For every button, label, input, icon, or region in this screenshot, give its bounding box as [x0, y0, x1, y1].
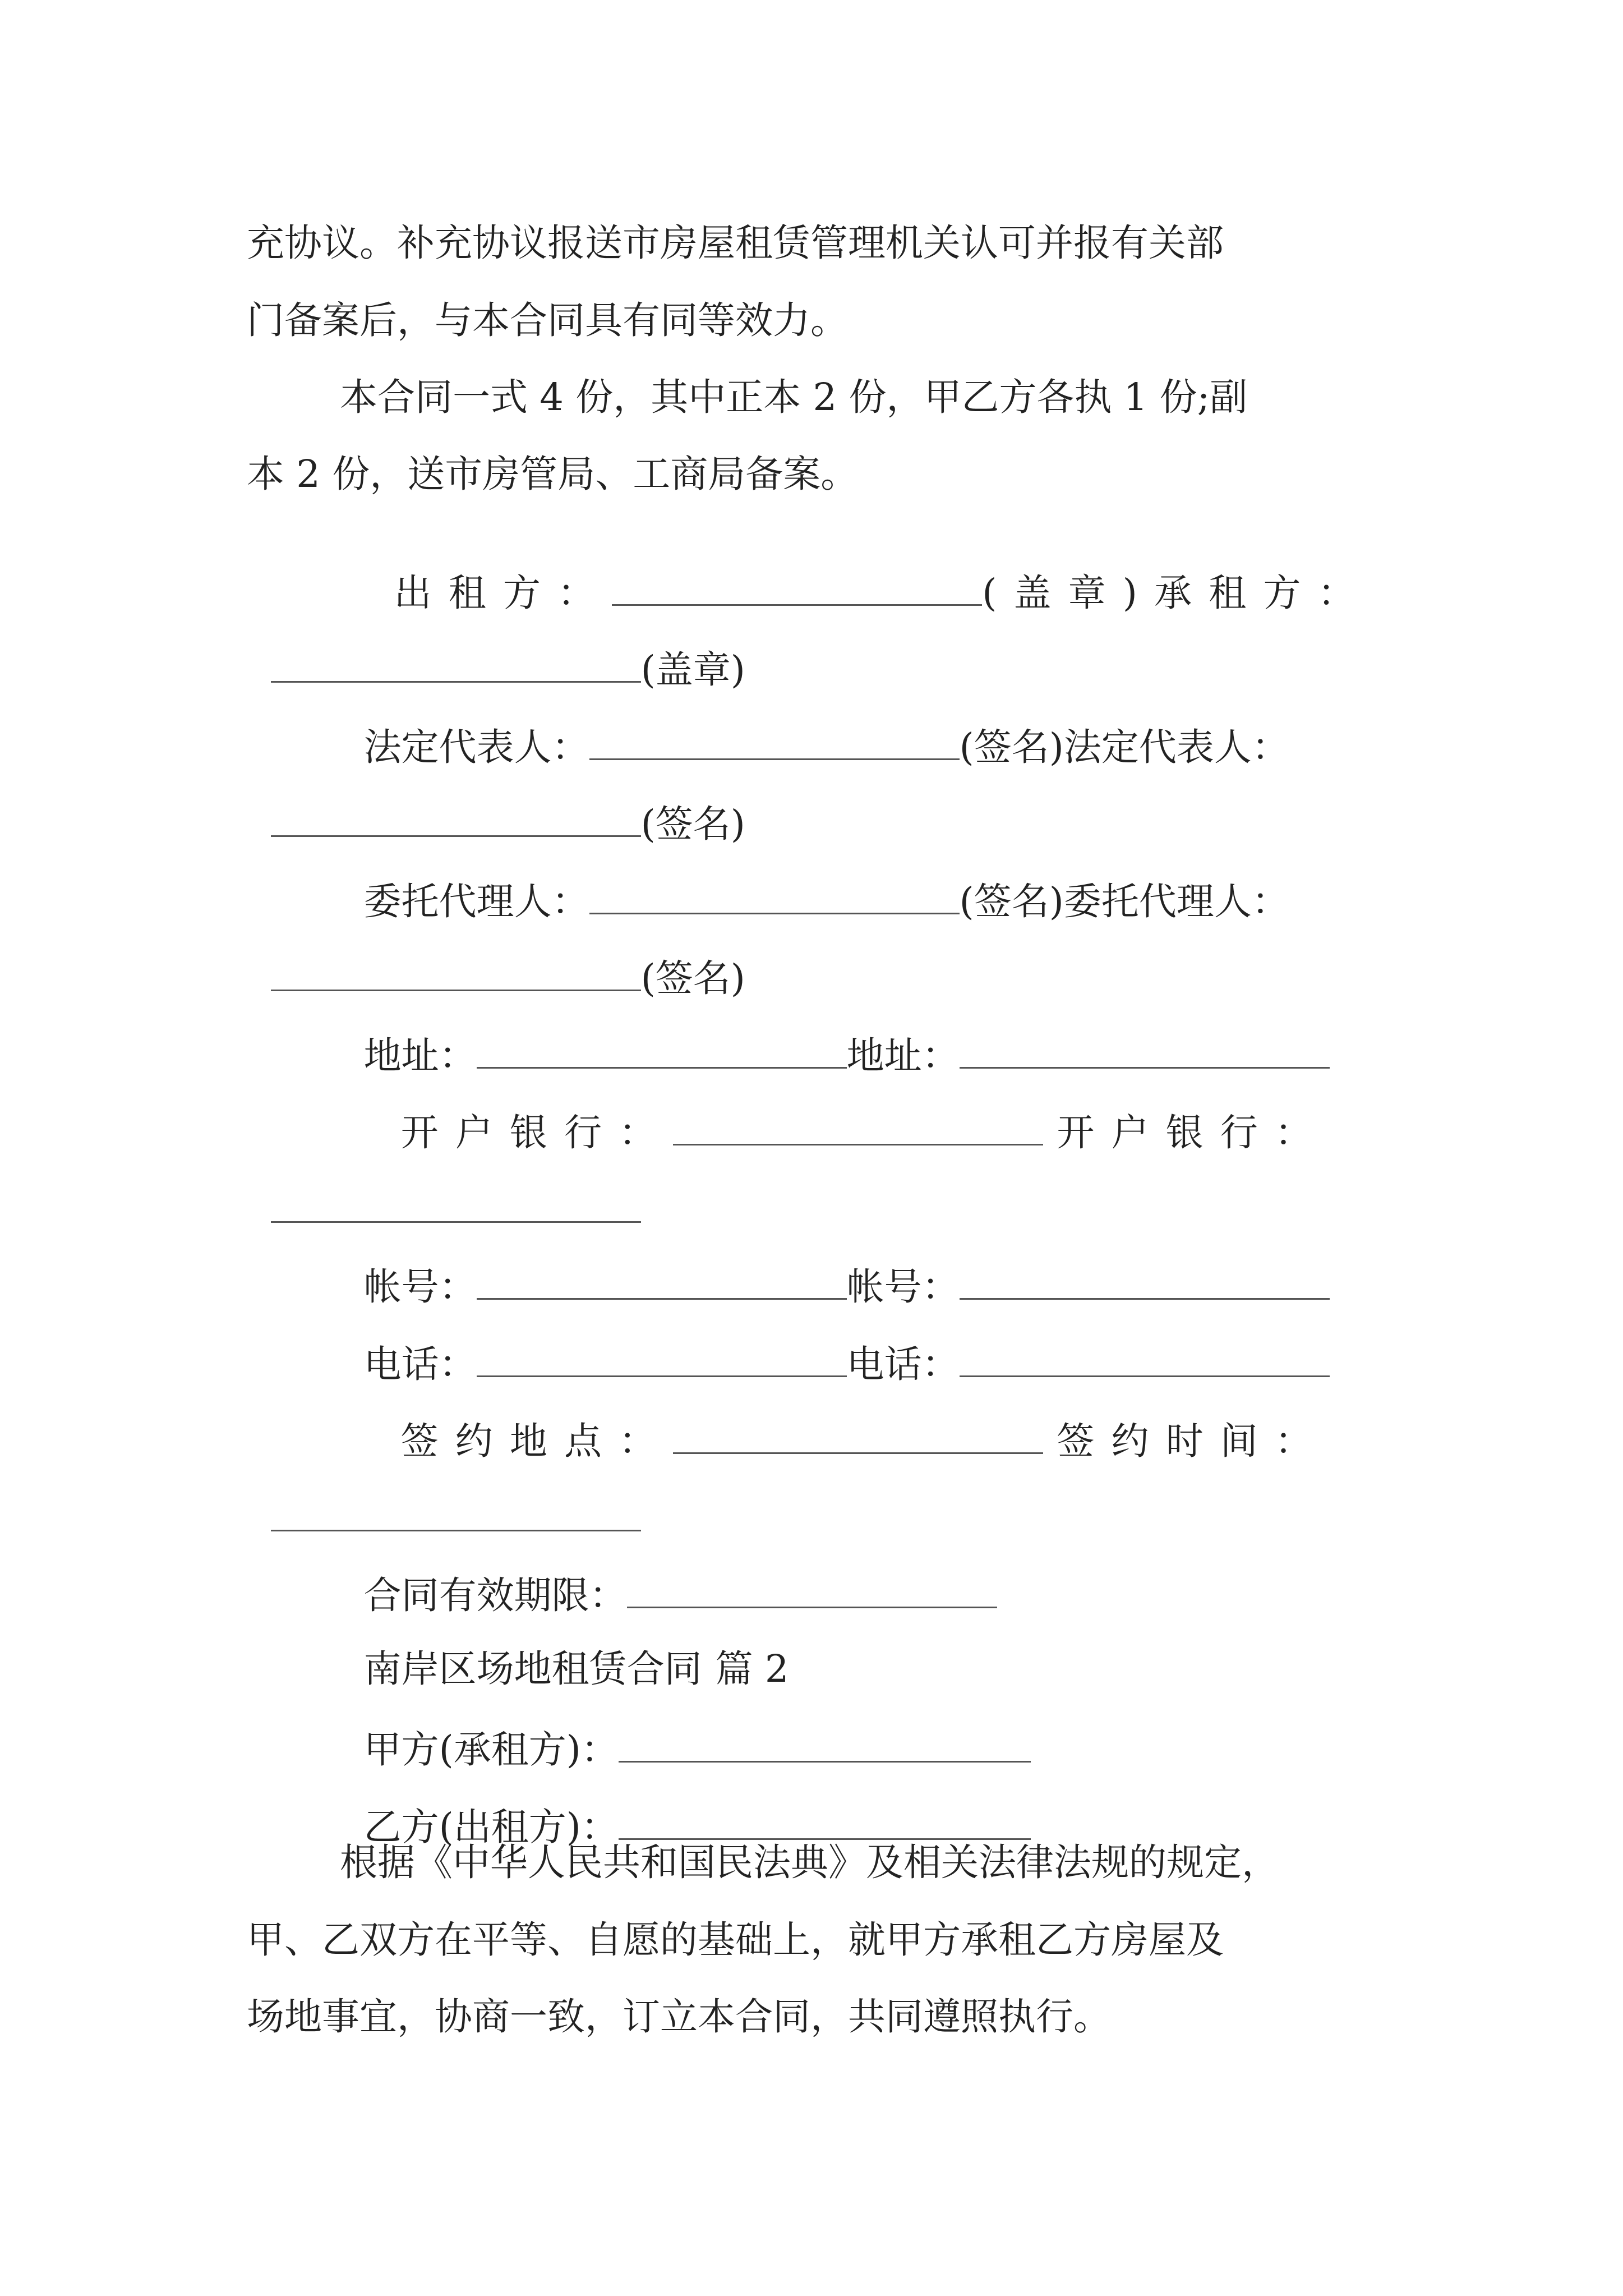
signature-label: (签名)	[959, 880, 1064, 923]
legal-rep-blank[interactable]	[271, 802, 641, 837]
agent-row-2	[247, 918, 745, 1000]
legal-rep-row	[340, 687, 1289, 769]
validity-row	[340, 1535, 997, 1617]
party-b-row	[340, 1767, 1031, 1849]
agent-blank[interactable]	[589, 879, 960, 914]
contract-title: 南岸区场地租赁合同	[363, 1647, 702, 1691]
paragraph-line: 场地事宜，协商一致，订立本合同，共同遵照执行。	[247, 1995, 1111, 2039]
agent-blank[interactable]	[271, 956, 641, 991]
bank-row	[377, 1073, 1329, 1152]
lessee-row	[247, 610, 745, 692]
signature-label: (签名)	[959, 725, 1064, 769]
phone-blank[interactable]	[960, 1342, 1330, 1377]
party-a-blank[interactable]	[619, 1727, 1031, 1763]
paragraph-line: 本 2 份，送市房管局、工商局备案。	[247, 452, 859, 496]
paragraph-line: 甲、乙双方在平等、自愿的基础上，就甲方承租乙方房屋及	[247, 1918, 1224, 1962]
phone-label: 电话：	[846, 1342, 960, 1386]
contract-heading	[340, 1613, 789, 1691]
validity-blank[interactable]	[627, 1573, 997, 1608]
agent-label: 委托代理人：	[1063, 880, 1289, 923]
sign-place-blank[interactable]	[673, 1419, 1043, 1454]
address-row	[340, 996, 1330, 1078]
sign-place-label: 签约地点：	[400, 1419, 674, 1463]
address-blank[interactable]	[477, 1033, 847, 1069]
address-blank[interactable]	[960, 1033, 1330, 1069]
agent-label: 委托代理人：	[363, 880, 589, 923]
party-b-blank[interactable]	[619, 1805, 1031, 1840]
agent-row	[340, 841, 1289, 921]
account-blank[interactable]	[477, 1264, 847, 1300]
account-row	[340, 1227, 1330, 1309]
phone-blank[interactable]	[477, 1342, 847, 1377]
address-label: 地址：	[846, 1034, 960, 1078]
address-label: 地址：	[363, 1034, 477, 1078]
phone-row	[340, 1304, 1330, 1386]
account-blank[interactable]	[960, 1264, 1330, 1300]
bank-blank[interactable]	[271, 1188, 641, 1223]
legal-rep-blank[interactable]	[589, 725, 960, 760]
paragraph-line: 本合同一式 4 份，其中正本 2 份，甲乙方各执 1 份;副	[340, 375, 1248, 419]
paragraph-line: 门备案后，与本合同具有同等效力。	[247, 298, 848, 342]
lessor-row	[370, 533, 1372, 615]
bank-label: 开户银行：	[1057, 1111, 1330, 1154]
lessor-label: 出租方：	[394, 571, 612, 615]
party-b-label: 乙方(出租方)：	[363, 1805, 619, 1849]
legal-rep-label: 法定代表人：	[363, 725, 589, 769]
account-label: 帐号：	[363, 1265, 477, 1309]
lessee-blank[interactable]	[271, 647, 641, 683]
signature-label: (签名)	[640, 802, 745, 846]
seal-label: (盖章)	[640, 648, 745, 692]
signing-row-2	[247, 1458, 641, 1538]
bank-label: 开户银行：	[400, 1111, 674, 1154]
bank-row-2	[247, 1150, 641, 1229]
paragraph-line: 根据《中华人民共和国民法典》及相关法律法规的规定，	[340, 1841, 1279, 1884]
signature-label: (签名)	[640, 956, 745, 1000]
signing-row	[377, 1381, 1330, 1463]
lessor-blank[interactable]	[612, 570, 982, 606]
paragraph-line: 充协议。补充协议报送市房屋租赁管理机关认可并报有关部	[247, 221, 1224, 265]
party-a-row	[340, 1690, 1031, 1772]
phone-label: 电话：	[363, 1342, 477, 1386]
account-label: 帐号：	[846, 1265, 960, 1309]
legal-rep-label: 法定代表人：	[1063, 725, 1289, 769]
legal-rep-row-2	[247, 764, 745, 846]
sign-time-blank[interactable]	[271, 1496, 641, 1531]
party-a-label: 甲方(承租方)：	[363, 1728, 619, 1772]
validity-label: 合同有效期限：	[363, 1573, 627, 1617]
sign-time-label: 签约时间：	[1057, 1419, 1330, 1463]
bank-blank[interactable]	[673, 1110, 1043, 1145]
contract-part: 篇 2	[715, 1647, 789, 1691]
seal-label: (盖章)	[982, 571, 1155, 615]
lessee-label: 承租方：	[1154, 571, 1372, 615]
